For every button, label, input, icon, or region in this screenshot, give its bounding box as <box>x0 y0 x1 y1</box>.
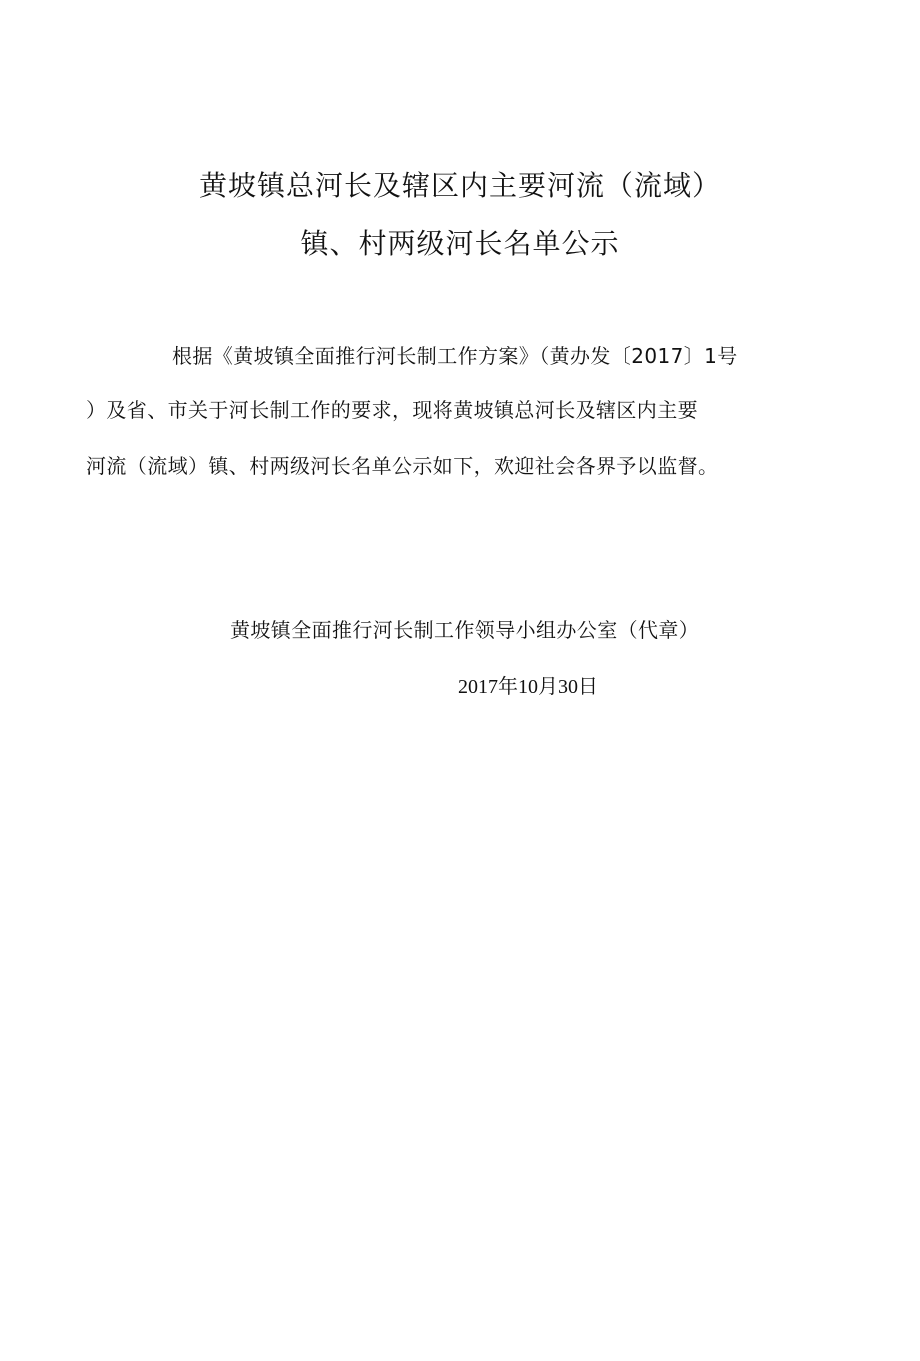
document-title-line-2: 镇、村两级河长名单公示 <box>300 227 620 260</box>
issue-date: 2017年10月30日 <box>458 676 598 698</box>
body-paragraph-line-1: 根据《黄坡镇全面推行河长制工作方案》（黄办发〔2017〕1号 <box>172 344 738 368</box>
issuing-office: 黄坡镇全面推行河长制工作领导小组办公室（代章） <box>230 618 700 642</box>
body-paragraph-line-3: 河流（流域）镇、村两级河长名单公示如下，欢迎社会各界予以监督。 <box>86 454 719 478</box>
document-title-line-1: 黄坡镇总河长及辖区内主要河流（流域） <box>198 169 721 202</box>
body-paragraph-line-2: ）及省、市关于河长制工作的要求，现将黄坡镇总河长及辖区内主要 <box>86 398 698 422</box>
